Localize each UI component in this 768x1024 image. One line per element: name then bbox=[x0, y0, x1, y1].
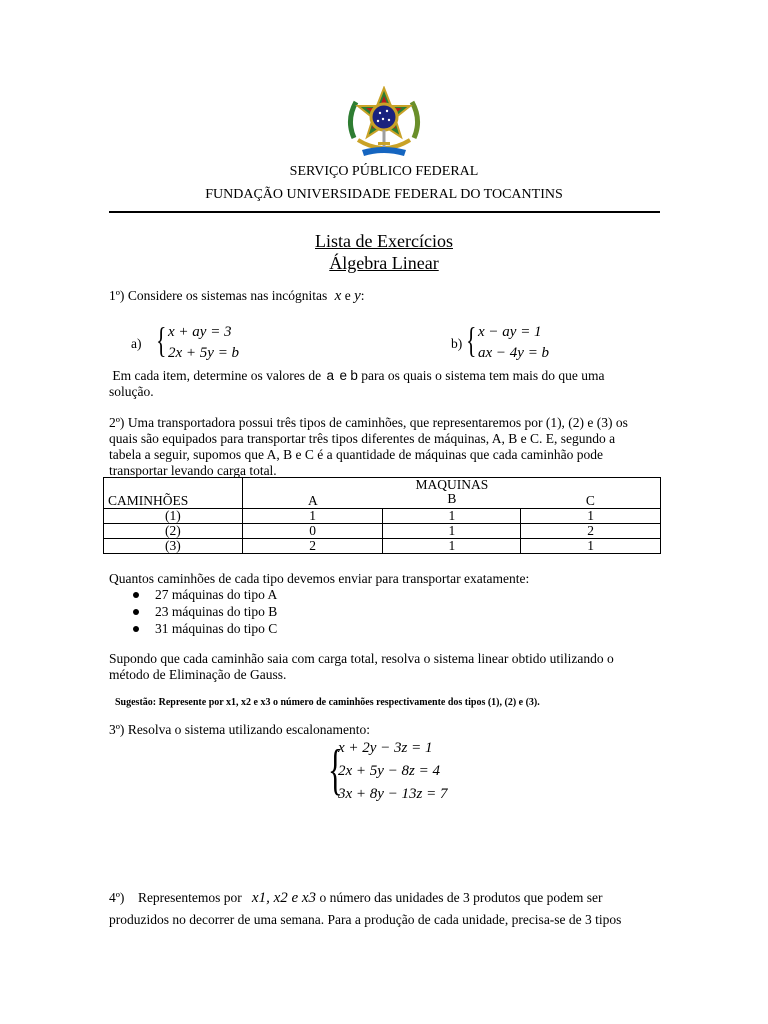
q2-para-line-4: transportar levando carga total. bbox=[109, 463, 277, 478]
q4-line-2: produzidos no decorrer de uma semana. Para a produção de cada unidade, precisa-se de 3 tipos bbox=[109, 912, 622, 927]
table-cell: 1 bbox=[383, 509, 521, 524]
q2-para-text-1: Uma transportadora possui três tipos de caminhões, que representaremos por (1), (2) e (3) os bbox=[127, 415, 628, 430]
page-subtitle bbox=[0, 253, 768, 274]
q1-a-eq2: 2x + 5y = b bbox=[168, 345, 240, 361]
table-row bbox=[104, 524, 661, 539]
header-line-1: SERVIÇO PÚBLICO FEDERAL bbox=[289, 164, 479, 179]
q2-gauss bbox=[109, 651, 679, 683]
table-row-label: (1) bbox=[104, 509, 243, 524]
q2-para-line-1 bbox=[109, 415, 679, 431]
q1-var-x: x bbox=[334, 288, 342, 304]
q3-eq2: 2x + 5y − 8z = 4 bbox=[338, 763, 441, 779]
q3-text: Resolva o sistema utilizando escalonamento: bbox=[127, 722, 371, 737]
q1-instruction-line-2: solução. bbox=[109, 384, 154, 399]
q1-a-label: a) bbox=[131, 336, 142, 351]
q3-number: 3º) bbox=[109, 722, 125, 737]
q3-brace: { bbox=[328, 739, 343, 801]
table-header-row bbox=[104, 478, 661, 509]
q1-text-before: Em cada item, determine os valores de bbox=[112, 368, 322, 383]
list-item: 27 máquinas do tipo A bbox=[109, 586, 277, 603]
q1-b-eq2: ax − 4y = b bbox=[478, 345, 550, 361]
q1-text-after: para os quais o sistema tem mais do que uma bbox=[361, 368, 605, 383]
table-cell: 0 bbox=[242, 524, 383, 539]
q2-gauss-line-1: Supondo que cada caminhão saia com carga total, resolva o sistema linear obtido utilizando o bbox=[109, 651, 614, 666]
page-title bbox=[0, 231, 768, 252]
brazil-coat-of-arms-emblem bbox=[340, 86, 428, 158]
q2-question: Quantos caminhões de cada tipo devemos enviar para transportar exatamente: bbox=[109, 571, 530, 586]
q1-b-brace: { bbox=[466, 320, 477, 360]
q2-para-line-2: quais são equipados para transportar três tipos diferentes de máquinas, A, B e C. E, segundo a bbox=[109, 431, 616, 446]
q4-line-1 bbox=[109, 890, 659, 907]
q3-eq1: x + 2y − 3z = 1 bbox=[338, 740, 433, 756]
q1-conj: e bbox=[344, 288, 351, 303]
q1-colon: : bbox=[360, 288, 365, 303]
q3-eq3: 3x + 8y − 13z = 7 bbox=[338, 786, 448, 802]
table-cell: 1 bbox=[521, 509, 661, 524]
table-cell: 2 bbox=[242, 539, 383, 554]
q1-param-b: b bbox=[350, 368, 358, 383]
table-col-a-cell bbox=[242, 478, 383, 509]
trucks-table bbox=[103, 477, 661, 554]
q1-a-eq1: x + ay = 3 bbox=[168, 324, 232, 340]
q4-line1-rest: o número das unidades de 3 produtos que podem ser bbox=[319, 890, 603, 905]
table-col-a: A bbox=[308, 493, 318, 508]
table-cell: 1 bbox=[242, 509, 383, 524]
table-cell: 1 bbox=[383, 524, 521, 539]
q1-b-system bbox=[466, 322, 586, 364]
q4-vars: x1, x2 e x3 bbox=[251, 890, 317, 906]
list-item: 31 máquinas do tipo C bbox=[109, 620, 277, 637]
q1-param-a: a bbox=[326, 368, 335, 383]
table-group-header: MAQUINAS bbox=[415, 477, 489, 492]
q3-intro bbox=[109, 722, 370, 738]
q1-intro bbox=[109, 288, 365, 305]
table-row-label: (3) bbox=[104, 539, 243, 554]
table-col-b-cell bbox=[383, 478, 521, 509]
table-row bbox=[104, 539, 661, 554]
q2-hint: Sugestão: Represente por x1, x2 e x3 o número de caminhões respectivamente dos tipos (1), (2) e (3). bbox=[115, 697, 540, 708]
table-col-c: C bbox=[585, 493, 595, 508]
q4-lead: Representemos por bbox=[137, 890, 242, 905]
q1-intro-text: Considere os sistemas nas incógnitas bbox=[127, 288, 328, 303]
q2-paragraph bbox=[109, 415, 679, 479]
q3-system bbox=[328, 738, 468, 808]
q2-bullet-list bbox=[109, 586, 277, 637]
list-item: 23 máquinas do tipo B bbox=[109, 603, 277, 620]
header-line-2: FUNDAÇÃO UNIVERSIDADE FEDERAL DO TOCANTINS bbox=[205, 187, 563, 202]
q2-para-line-3: tabela a seguir, supomos que A, B e C é a quantidade de máquinas que cada caminhão pode bbox=[109, 447, 603, 462]
q1-instruction bbox=[109, 368, 669, 400]
q1-a-brace: { bbox=[156, 320, 167, 360]
table-row-label: (2) bbox=[104, 524, 243, 539]
q2-number: 2º) bbox=[109, 415, 125, 430]
q4-number: 4º) bbox=[109, 890, 125, 905]
title-line-2: Álgebra Linear bbox=[329, 253, 439, 273]
q1-param-e: e bbox=[339, 368, 347, 383]
table-row bbox=[104, 509, 661, 524]
table-cell: 1 bbox=[383, 539, 521, 554]
table-cell: 2 bbox=[521, 524, 661, 539]
title-line-1: Lista de Exercícios bbox=[315, 231, 453, 251]
q2-gauss-line-2: método de Eliminação de Gauss. bbox=[109, 667, 287, 682]
table-col-c-cell bbox=[521, 478, 661, 509]
q1-b-label: b) bbox=[451, 336, 463, 351]
q1-number: 1º) bbox=[109, 288, 125, 303]
q1-b-eq1: x − ay = 1 bbox=[478, 324, 542, 340]
table-row-header: CAMINHÕES bbox=[104, 478, 243, 509]
table-col-b: B bbox=[447, 491, 457, 506]
table-cell: 1 bbox=[521, 539, 661, 554]
q1-instruction-line-1 bbox=[109, 368, 669, 384]
q1-var-y: y bbox=[354, 288, 361, 304]
q1-a-system bbox=[156, 322, 276, 364]
header-divider bbox=[109, 211, 660, 213]
